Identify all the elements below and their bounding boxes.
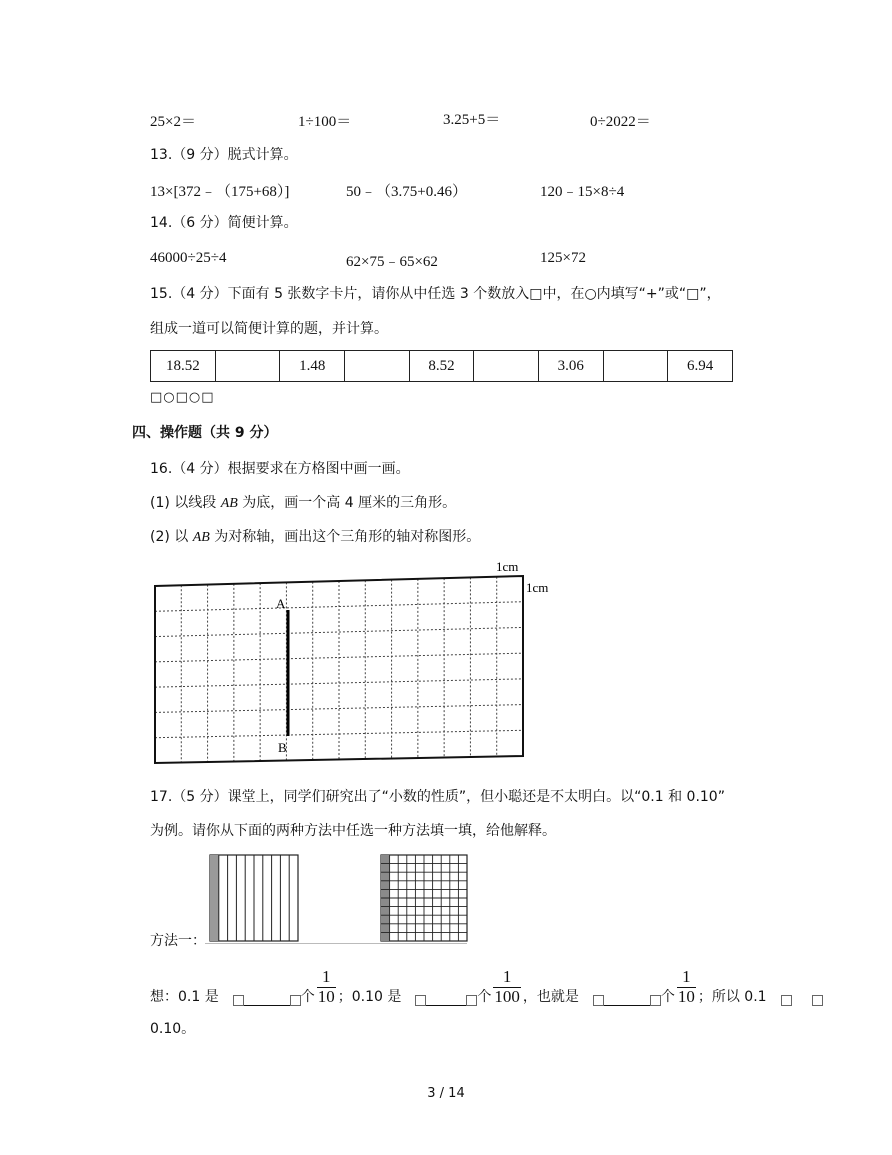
q12-expr-4: 0÷2022＝ [590,114,651,130]
tenths-model-shaded [210,855,219,941]
card-cell [474,351,539,382]
fraction-3-numerator: 1 [682,967,691,986]
answer-box-3-right [650,995,661,1006]
card-cell: 18.52 [151,351,216,382]
q13-title: 13.（9 分）脱式计算。 [150,147,298,163]
q12-expr-2: 1÷100＝ [298,114,352,130]
grid-line-horizontal [155,730,523,737]
grid-lines [155,577,523,763]
q16-sub-1-pre: (1) 以线段 [150,495,221,511]
tail-text: ；所以 0.1 [697,989,767,1005]
answer-blank-1[interactable] [244,1005,290,1006]
think-text: 想：0.1 是 [150,989,219,1005]
scale-label-right: 1cm [526,580,549,595]
fraction-1-denominator: 10 [317,987,335,1006]
answer-box-2-right [466,995,477,1006]
section-title: 四、操作题（共 9 分） [132,425,278,441]
q16-sub-2-pre: (2) 以 [150,529,193,545]
q16-sub-1 [150,492,456,512]
fill-in-end: 0.10。 [150,1021,196,1037]
q14-expr-1: 46000÷25÷4 [150,250,227,266]
answer-box-1-right [290,995,301,1006]
fraction-3-denominator: 10 [677,987,695,1006]
scale-label-top: 1cm [496,559,519,574]
q15-line-1: 15.（4 分）下面有 5 张数字卡片，请你从中任选 3 个数放入□中，在○内填写“+”或“□”， [150,286,721,302]
q12-expr-3: 3.25+5＝ [443,112,501,128]
point-b-label: B [278,740,287,755]
model-baseline [205,943,467,944]
hundredths-model [378,852,470,944]
q16-sub-2-var: AB [192,530,210,545]
fraction-2-numerator: 1 [502,967,512,986]
q12-expr-1: 25×2＝ [150,114,196,130]
q17-line-2: 为例。请你从下面的两种方法中任选一种方法填一填，给他解释。 [150,823,556,839]
fraction-1 [317,967,336,1006]
card-cell: 6.94 [668,351,733,382]
card-cell: 8.52 [409,351,474,382]
fraction-3 [677,967,696,1006]
q16-sub-2-post: 为对称轴，画出这个三角形的轴对称图形。 [209,529,481,545]
point-a-label: A [276,596,286,611]
q17-line-1: 17.（5 分）课堂上，同学们研究出了“小数的性质”，但小聪还是不太明白。以“0.1 和 0.10” [150,789,725,805]
number-cards-table [150,350,733,382]
q13-expr-3: 120﹣15×8÷4 [540,184,625,200]
tenths-model [205,852,305,944]
q14-expr-3: 125×72 [540,250,586,266]
q13-expr-2: 50﹣（3.75+0.46） [346,184,467,200]
ge-text-3: 个 [660,989,675,1005]
answer-blank-3[interactable] [604,1005,650,1006]
card-cell [345,351,410,382]
card-cell: 1.48 [280,351,345,382]
answer-box-1-left [233,995,244,1006]
fraction-1-numerator: 1 [321,967,331,986]
page-number: 3 / 14 [427,1086,465,1101]
q16-sub-2 [150,526,480,546]
fraction-2 [493,967,521,1006]
q15-answer-template: □○□○□ [150,390,215,405]
fill-in-line [150,962,823,1006]
grid-line-horizontal [155,627,523,636]
answer-box-3-left [593,995,604,1006]
compare-box-left [781,995,792,1006]
q15-line-2: 组成一道可以简便计算的题，并计算。 [150,321,388,337]
q16-title: 16.（4 分）根据要求在方格图中画一画。 [150,461,410,477]
ge-text-2: 个 [477,989,492,1005]
answer-blank-2[interactable] [426,1005,466,1006]
answer-box-2-left [415,995,426,1006]
compare-box-right [812,995,823,1006]
card-cell [603,351,668,382]
fraction-2-denominator: 100 [494,987,520,1006]
q16-sub-1-post: 为底，画一个高 4 厘米的三角形。 [237,495,457,511]
method-label: 方法一： [150,933,206,949]
sep-text-1: ；0.10 是 [337,989,402,1005]
q16-sub-1-var: AB [220,496,238,511]
card-cell: 3.06 [538,351,603,382]
q13-expr-1: 13×[372﹣（175+68）] [150,184,290,200]
card-cell [215,351,280,382]
ge-text-1: 个 [300,989,315,1005]
q14-title: 14.（6 分）简便计算。 [150,215,298,231]
grid-figure [150,558,560,770]
q14-expr-2: 62×75﹣65×62 [346,254,438,270]
sep-text-2: ，也就是 [522,989,579,1005]
